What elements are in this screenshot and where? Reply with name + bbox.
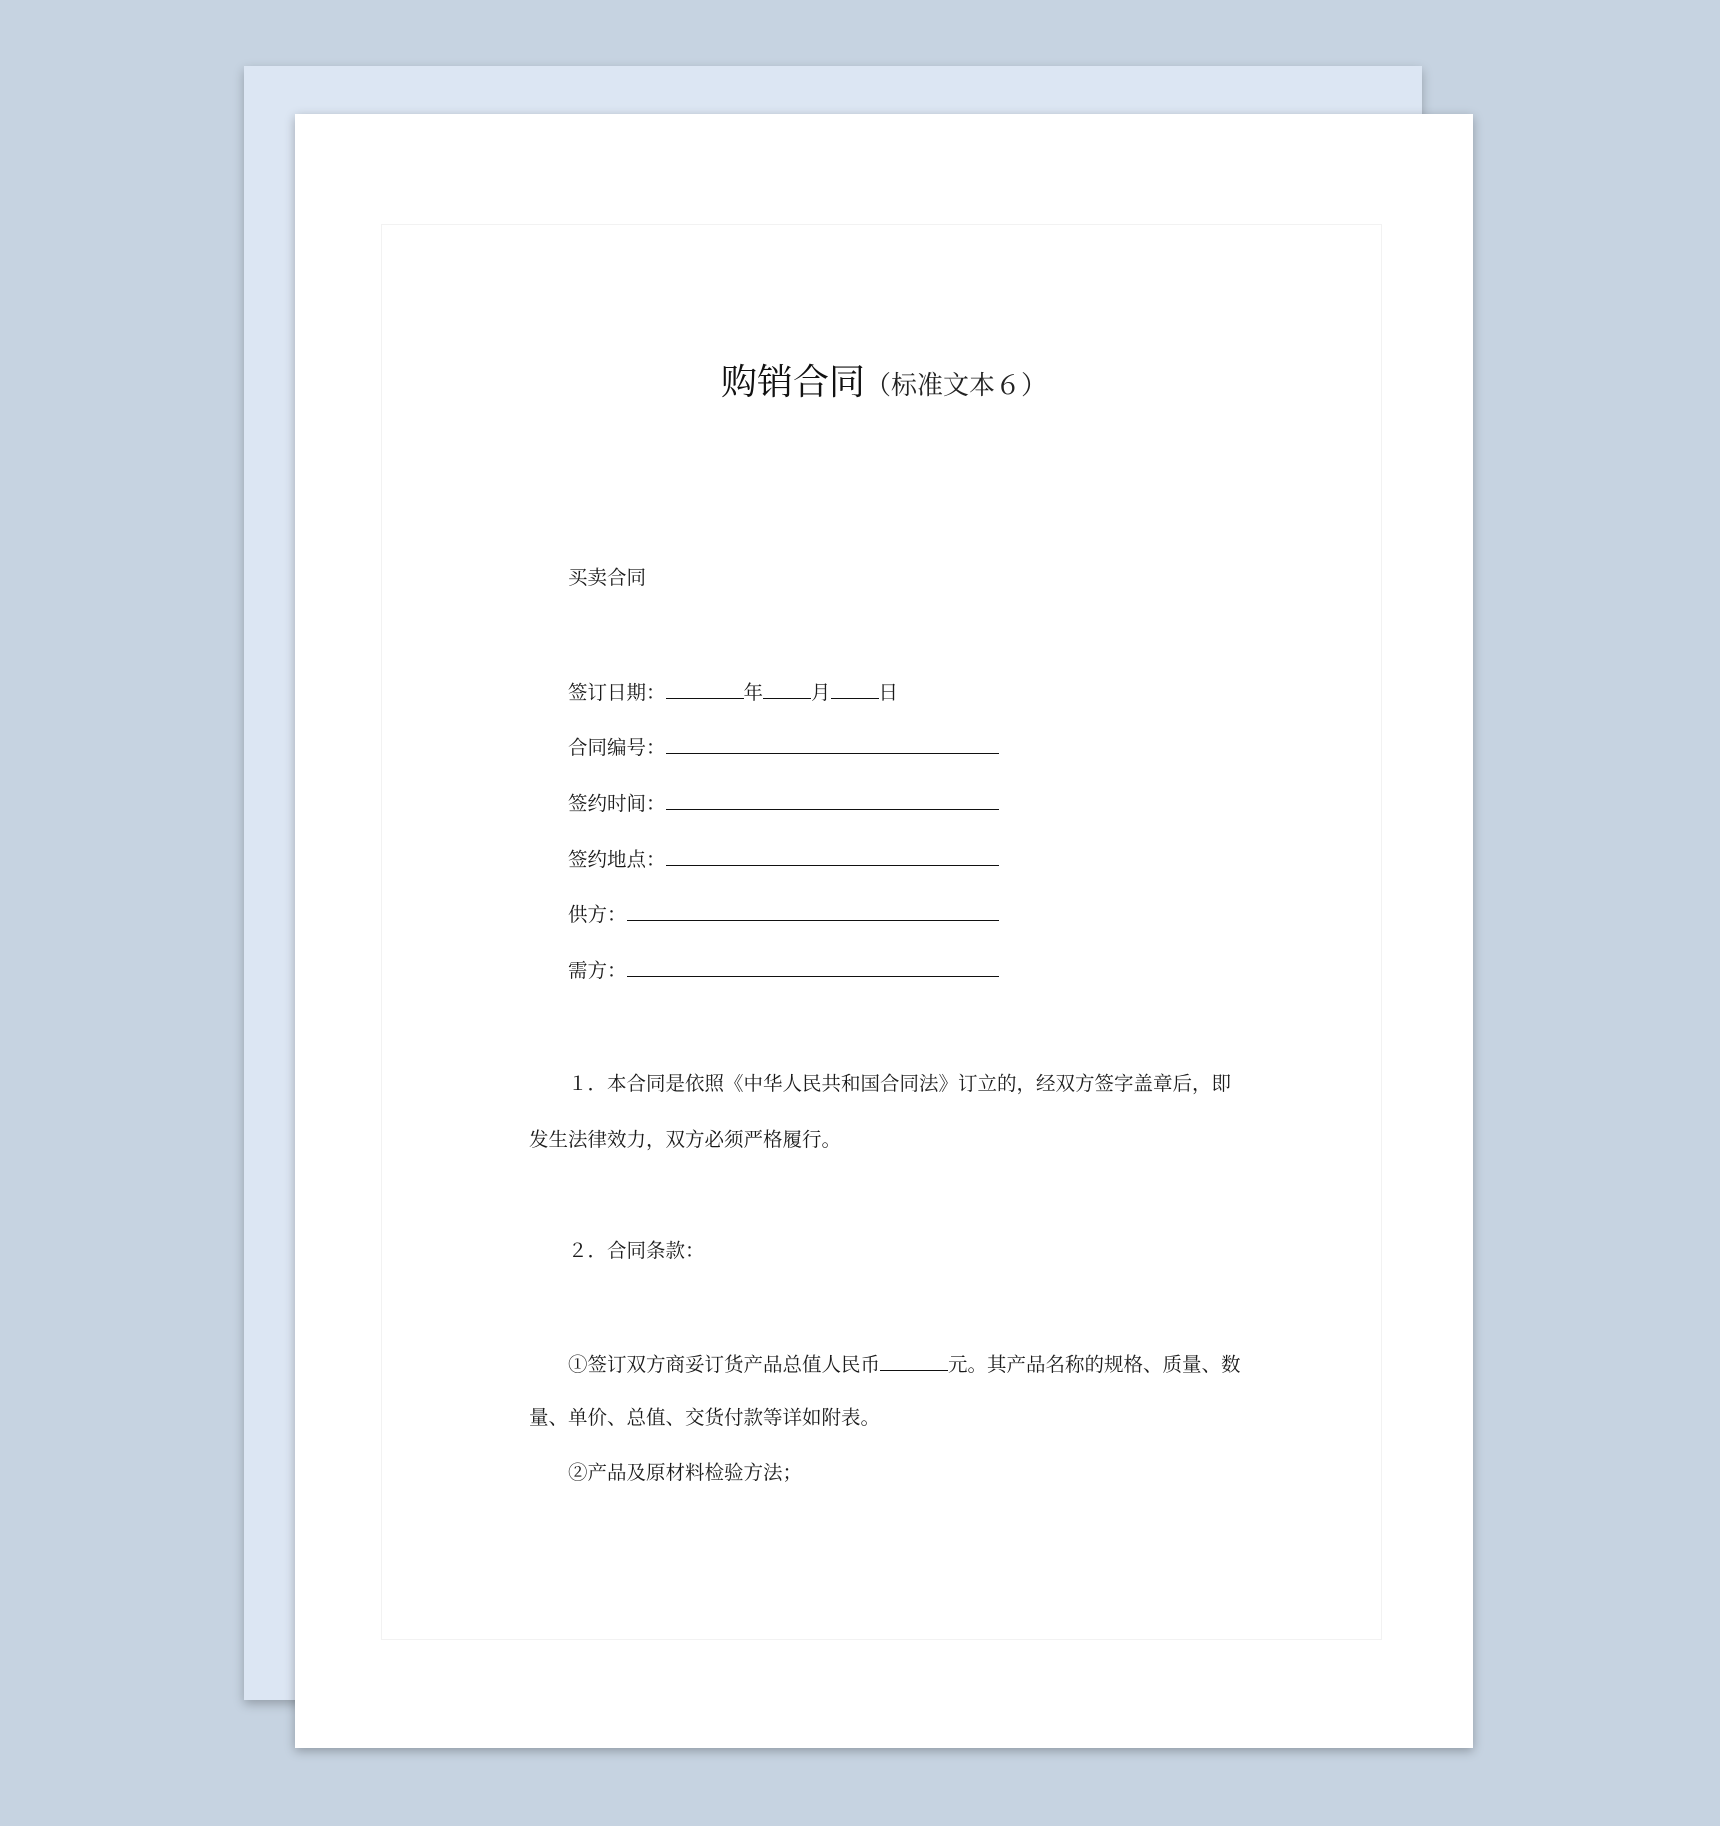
item-1-line-1 <box>568 1350 1241 1377</box>
supplier-blank[interactable] <box>627 900 999 921</box>
document-subtitle: 买卖合同 <box>568 566 647 589</box>
item-1-text-b: 元。其产品名称的规格、质量、数 <box>948 1353 1241 1376</box>
item-2: ②产品及原材料检验方法； <box>568 1461 803 1484</box>
title-sub: （标准文本６） <box>865 371 1048 401</box>
document-title <box>295 354 1473 405</box>
sign-date-label: 签订日期： <box>568 681 666 704</box>
sign-date-month-blank[interactable] <box>763 678 811 699</box>
buyer-row <box>568 956 999 983</box>
title-main: 购销合同 <box>720 362 865 403</box>
paragraph-1-line-1: １．本合同是依照《中华人民共和国合同法》订立的，经双方签字盖章后，即 <box>568 1072 1232 1095</box>
sign-date-year-blank[interactable] <box>666 678 744 699</box>
item-1-text-a: ①签订双方商妥订货产品总值人民币 <box>568 1353 881 1376</box>
sign-place-row <box>568 845 999 872</box>
contract-number-row <box>568 733 999 760</box>
sign-time-label: 签约时间： <box>568 792 666 815</box>
sign-time-blank[interactable] <box>666 789 999 810</box>
contract-number-label: 合同编号： <box>568 736 666 759</box>
sign-place-blank[interactable] <box>666 845 999 866</box>
buyer-label: 需方： <box>568 959 627 982</box>
contract-number-blank[interactable] <box>666 733 999 754</box>
buyer-blank[interactable] <box>627 956 999 977</box>
sign-place-label: 签约地点： <box>568 848 666 871</box>
item-1-line-2: 量、单价、总值、交货付款等详如附表。 <box>529 1406 881 1429</box>
sign-time-row <box>568 789 999 816</box>
paragraph-1-line-2: 发生法律效力，双方必须严格履行。 <box>529 1128 842 1151</box>
supplier-label: 供方： <box>568 903 627 926</box>
paragraph-2: ２．合同条款： <box>568 1239 705 1262</box>
year-label: 年 <box>743 681 764 704</box>
document-page <box>295 114 1473 1748</box>
total-value-blank[interactable] <box>880 1350 948 1371</box>
supplier-row <box>568 900 999 927</box>
month-label: 月 <box>811 681 831 704</box>
sign-date-day-blank[interactable] <box>831 678 879 699</box>
sign-date-row <box>568 678 898 705</box>
day-label: 日 <box>878 681 899 704</box>
